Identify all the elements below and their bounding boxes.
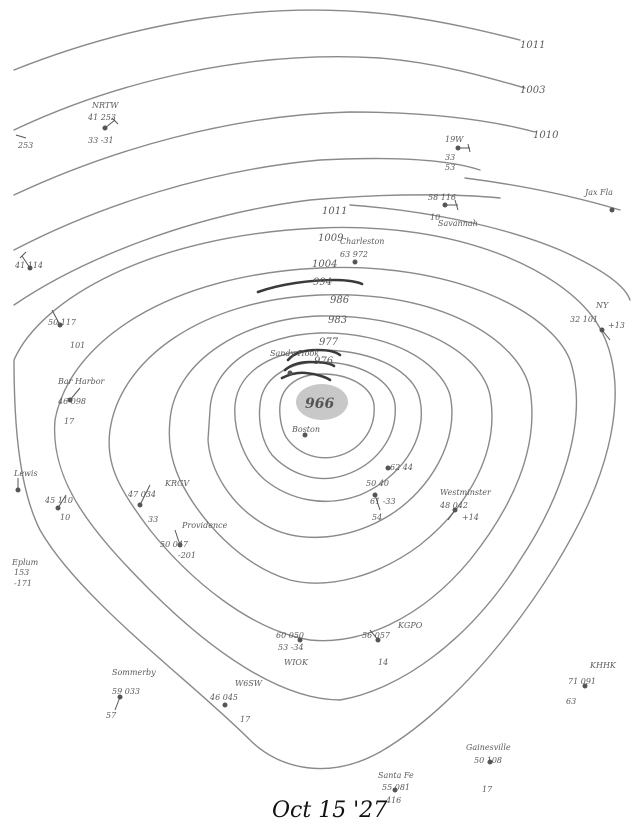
isobar-label: 1011 (520, 40, 546, 51)
svg-text:Providence: Providence (182, 521, 228, 530)
station-plot (276, 631, 309, 667)
svg-text:Eplum: Eplum (12, 558, 39, 567)
isobar-line (14, 227, 615, 768)
svg-text:53: 53 (445, 163, 456, 172)
svg-text:+13: +13 (608, 321, 625, 330)
station-plot (14, 252, 43, 271)
svg-text:W6SW: W6SW (235, 679, 263, 688)
isobar-label: 983 (328, 315, 348, 326)
station-plot (340, 250, 368, 265)
svg-text:-171: -171 (14, 579, 32, 588)
svg-text:Bar Harbor: Bar Harbor (58, 377, 105, 386)
svg-text:63: 63 (566, 697, 577, 706)
svg-text:Santa Fe: Santa Fe (378, 771, 414, 780)
station-plot (209, 679, 263, 724)
svg-text:153: 153 (14, 568, 30, 577)
svg-text:17: 17 (64, 417, 75, 426)
station-plot (106, 668, 156, 720)
svg-text:46 045: 46 045 (210, 693, 238, 702)
isobar-label: 1010 (533, 130, 559, 141)
svg-text:33: 33 (148, 515, 159, 524)
svg-text:10: 10 (60, 513, 71, 522)
isobar-label: 976 (314, 356, 334, 367)
svg-text:62 44: 62 44 (390, 463, 413, 472)
isobar-line (14, 112, 535, 195)
svg-text:63 972: 63 972 (340, 250, 368, 259)
isobar-label: 1011 (322, 206, 348, 217)
svg-text:50 108: 50 108 (474, 756, 502, 765)
svg-text:Lewis: Lewis (14, 469, 38, 478)
isobar-label: 1004 (312, 259, 338, 270)
svg-text:50 117: 50 117 (48, 318, 76, 327)
svg-text:NY: NY (596, 301, 609, 310)
svg-text:Charleston: Charleston (340, 237, 385, 246)
station-plot (48, 310, 85, 350)
svg-text:Boston: Boston (292, 425, 320, 434)
station-plot (566, 661, 617, 706)
isobar-line (14, 10, 520, 70)
svg-text:48 042: 48 042 (440, 501, 468, 510)
svg-text:-201: -201 (178, 551, 196, 560)
isobar-label: 986 (330, 295, 350, 306)
station-plot (11, 558, 39, 588)
station-plot (362, 621, 423, 667)
station-plot (466, 743, 511, 794)
svg-text:Gainesville: Gainesville (466, 743, 511, 752)
station-plot (127, 479, 190, 524)
svg-text:32 101: 32 101 (570, 315, 598, 324)
svg-text:Sommerby: Sommerby (112, 668, 156, 677)
station-plot (439, 488, 492, 522)
svg-text:253: 253 (18, 141, 34, 150)
svg-text:59 033: 59 033 (112, 687, 140, 696)
svg-text:46 098: 46 098 (58, 397, 86, 406)
station-plot (16, 135, 33, 150)
station-plot (366, 479, 396, 522)
station-plot (57, 377, 106, 426)
isobar-line (14, 158, 480, 250)
center-pressure-label: 966 (305, 396, 335, 412)
station-plot (570, 301, 625, 340)
station-plot (428, 193, 478, 228)
svg-text:50 40: 50 40 (366, 479, 389, 488)
svg-text:WIOK: WIOK (284, 658, 308, 667)
map-date-caption: Oct 15 '27 (272, 798, 388, 823)
svg-text:Westminster: Westminster (440, 488, 491, 497)
svg-text:Sandy Hook: Sandy Hook (270, 349, 320, 358)
svg-text:58 116: 58 116 (428, 193, 456, 202)
station-plot (583, 188, 615, 213)
station-plot (291, 425, 320, 438)
svg-text:57: 57 (106, 711, 117, 720)
svg-text:41 253: 41 253 (88, 113, 116, 122)
svg-text:KHHK: KHHK (590, 661, 616, 670)
svg-text:56 057: 56 057 (362, 631, 390, 640)
svg-text:71 091: 71 091 (568, 677, 596, 686)
svg-text:41 114: 41 114 (15, 261, 43, 270)
svg-text:+14: +14 (462, 513, 479, 522)
station-plot (44, 495, 73, 522)
svg-text:10: 10 (430, 213, 441, 222)
svg-text:47 034: 47 034 (128, 490, 156, 499)
station-plot (386, 463, 413, 472)
station-plot (87, 101, 119, 145)
svg-text:33: 33 (445, 153, 456, 162)
svg-text:Savannah: Savannah (438, 219, 478, 228)
svg-text:45 110: 45 110 (45, 496, 73, 505)
isobar-line (350, 205, 630, 300)
isobar-label: 994 (313, 277, 333, 288)
svg-text:54: 54 (372, 513, 383, 522)
svg-text:60 050: 60 050 (276, 631, 304, 640)
svg-text:416: 416 (386, 796, 402, 805)
svg-text:61 -33: 61 -33 (370, 497, 396, 506)
svg-text:NRTW: NRTW (92, 101, 119, 110)
isobar-label: 1009 (318, 233, 344, 244)
svg-text:19W: 19W (445, 135, 464, 144)
svg-text:14: 14 (378, 658, 389, 667)
isobar-label: 977 (319, 337, 339, 348)
isobar-label: 1003 (520, 85, 546, 96)
svg-text:55 081: 55 081 (382, 783, 410, 792)
svg-text:33 -31: 33 -31 (88, 136, 114, 145)
svg-text:KGPO: KGPO (398, 621, 423, 630)
svg-text:53 -34: 53 -34 (278, 643, 304, 652)
svg-text:Jax Fla: Jax Fla (585, 188, 613, 197)
isobar-dark-line (258, 280, 362, 292)
svg-text:17: 17 (482, 785, 493, 794)
svg-text:KRGV: KRGV (165, 479, 190, 488)
station-plot (340, 237, 384, 246)
svg-text:50 047: 50 047 (160, 540, 188, 549)
svg-text:17: 17 (240, 715, 251, 724)
svg-text:101: 101 (70, 341, 86, 350)
